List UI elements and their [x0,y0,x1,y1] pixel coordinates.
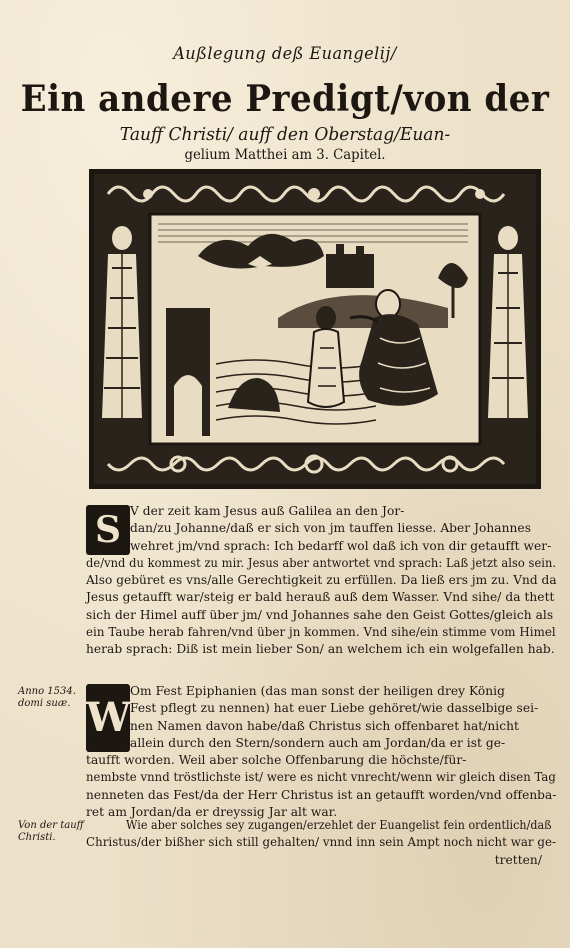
margin-note-line: domi suæ. [18,698,71,709]
text-line: de/vnd du kommest zu mir. Jesus aber antwortet vnd sprach: Laß jetzt also sein. [86,555,557,570]
margin-note-2 [18,820,84,844]
catchword-line: tretten/ [494,852,542,867]
text-line: allein durch den Stern/sondern auch am Jordan/da er ist ge- [130,735,506,750]
text-line: sich der Himel auff über jm/ vnd Johannes sahe den Geist Gottes/gleich als [86,607,554,622]
text-line: Christus/der bißher sich still gehalten/ vnnd inn sein Ampt noch nicht war ge- [86,835,557,850]
text-line: Fest pflegt zu nennen) hat euer Liebe gehöret/wie dasselbige sei- [130,701,539,716]
woodcut-svg [88,168,542,490]
margin-note-line: Anno 1534. [18,686,76,697]
text-line: ein Taube herab fahren/vnd über jn kommen. Vnd sihe/ein stimme vom Himel [86,625,556,640]
drop-cap-initial-1: S [86,505,130,555]
text-line: ret am Jordan/da er dreyssig Jar alt war. [86,805,338,820]
text-line: wehret jm/vnd sprach: Ich bedarff wol daß ich von dir getaufft wer- [130,538,552,553]
page-title: Ein andere Predigt/von der [20,78,550,120]
text-line: nenneten das Fest/da der Herr Christus ist an getaufft worden/vnd offenba- [86,787,557,802]
paragraph-3 [86,817,556,869]
text-line: nen Namen davon habe/daß Christus sich offenbaret hat/nicht [130,718,519,733]
paragraph-1 [86,503,556,659]
running-head: Außlegung deß Euangelij/ [173,44,397,64]
text-line: Jesus getaufft war/steig er bald herauß auß dem Wasser. Vnd sihe/ da thett [86,590,555,605]
text-line: herab sprach: Diß ist mein lieber Son/ an welchem ich ein wolgefallen hab. [86,642,555,657]
drop-cap-initial-2: W [86,684,130,752]
woodcut-illustration [88,168,542,490]
text-line: taufft worden. Weil aber solche Offenbarung die höchste/für- [86,753,467,768]
text-line: Wie aber solches sey zugangen/erzehlet der Euangelist fein ordentlich/daß [126,818,552,832]
paragraph-2 [86,683,556,821]
text-line: V der zeit kam Jesus auß Galilea an den Jor- [130,504,405,518]
text-line: dan/zu Johanne/daß er sich von jm tauffen liesse. Aber Johannes [130,521,531,536]
margin-note-line: Christi. [18,832,56,843]
text-line: Also gebüret es vns/alle Gerechtigkeit zu erfüllen. Da ließ ers jm zu. Vnd da [86,573,557,588]
text-line: nembste vnnd tröstlichste ist/ were es nicht vnrecht/wenn wir gleich disen Tag [86,770,556,785]
text-line: Om Fest Epiphanien (das man sonst der heiligen drey König [130,684,505,698]
subtitle-line-2: gelium Matthei am 3. Capitel. [184,147,386,163]
margin-note-1 [18,686,84,710]
subtitle-line-1: Tauff Christi/ auff den Oberstag/Euan- [119,124,451,145]
margin-note-line: Von der tauff [18,820,84,831]
